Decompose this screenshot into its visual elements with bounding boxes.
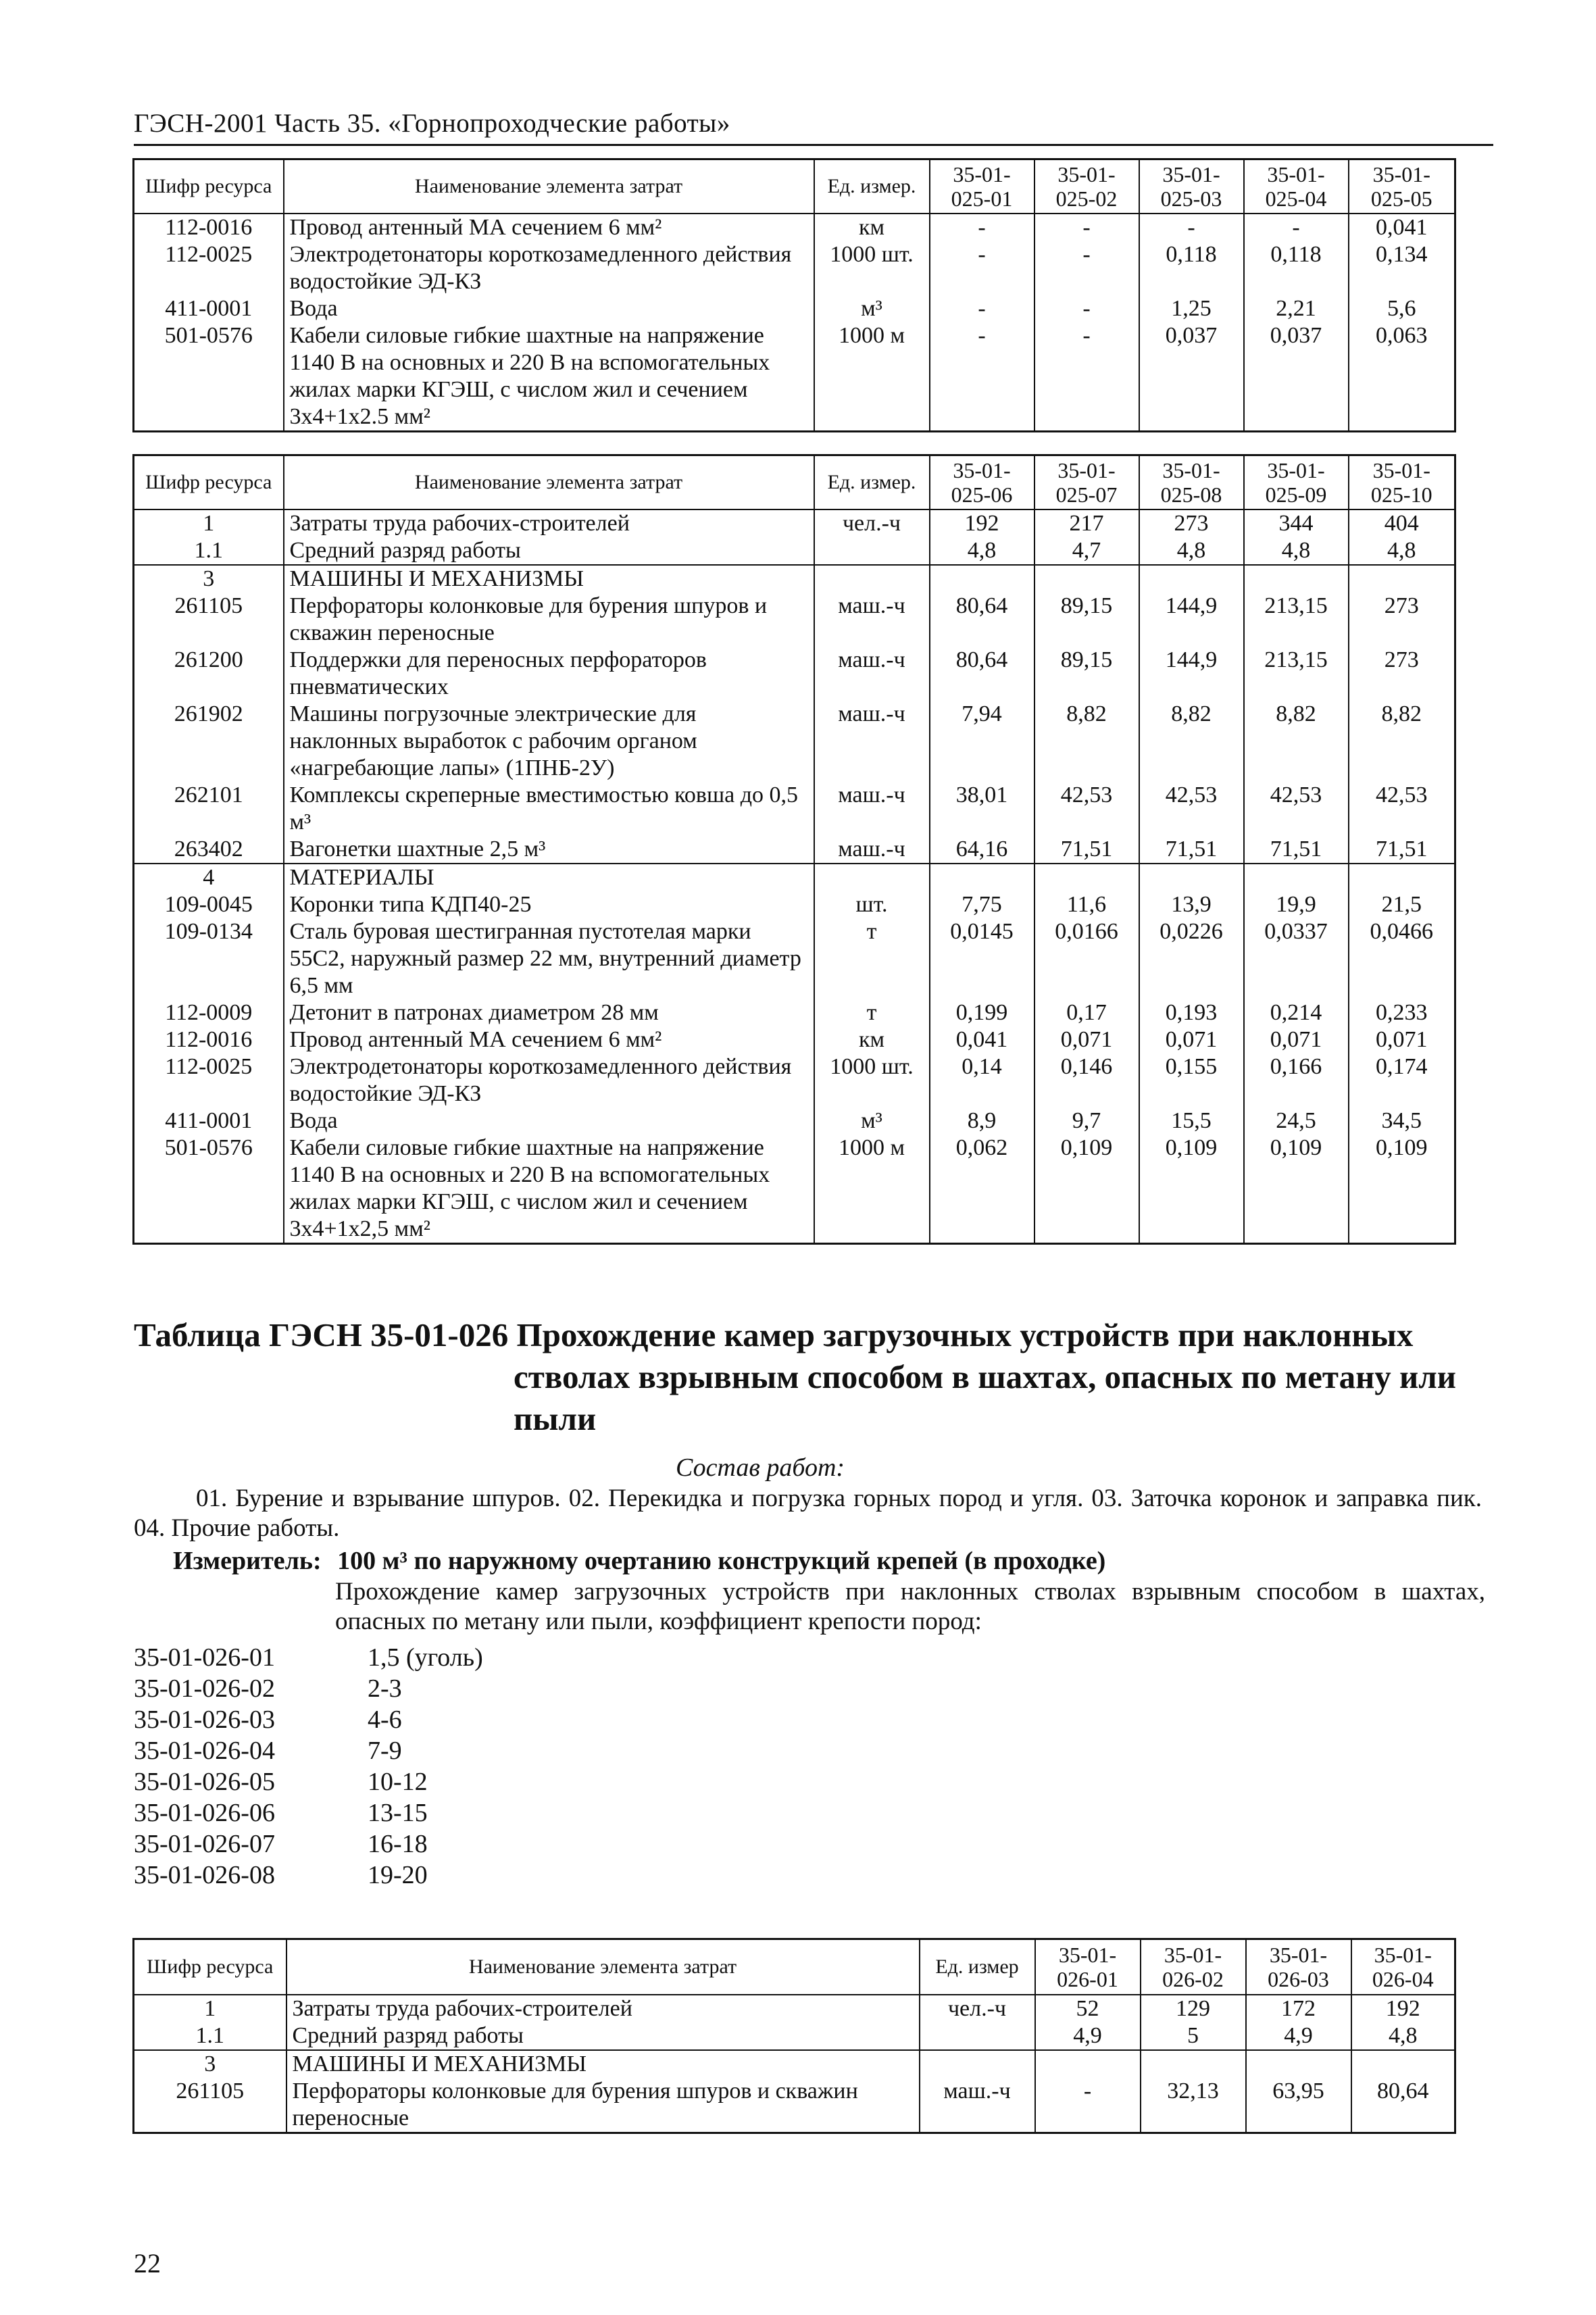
value-cell: 21,5 xyxy=(1349,891,1455,918)
column-header: Шифр ресурса xyxy=(134,455,284,509)
value-cell: 5,6 xyxy=(1349,295,1455,322)
value-cell: 217 xyxy=(1034,509,1139,537)
unit-cell: маш.-ч xyxy=(814,836,930,864)
unit-cell xyxy=(920,2022,1035,2050)
value-cell xyxy=(1034,864,1139,891)
column-header: 35-01-025-03 xyxy=(1139,159,1244,214)
table-row xyxy=(134,701,1455,782)
table-title-line-2: стволах взрывным способом в шахтах, опасных по метану или xyxy=(514,1358,1457,1395)
value-cell: 4,8 xyxy=(1244,537,1349,565)
unit-cell: чел.-ч xyxy=(920,1995,1035,2022)
unit-cell: 1000 м xyxy=(814,322,930,432)
resource-code-cell: 1 xyxy=(134,509,284,537)
cost-item-name-cell: Затраты труда рабочих-строителей xyxy=(284,509,814,537)
resource-code-cell: 261105 xyxy=(134,593,284,647)
value-cell xyxy=(930,565,1034,593)
unit-cell: км xyxy=(814,214,930,241)
column-header: Ед. измер. xyxy=(814,159,930,214)
table-row xyxy=(134,918,1455,999)
value-cell: 273 xyxy=(1139,509,1244,537)
value-cell: 15,5 xyxy=(1139,1107,1244,1135)
value-cell: 404 xyxy=(1349,509,1455,537)
resource-code-cell: 112-0025 xyxy=(134,1053,284,1107)
value-cell: 9,7 xyxy=(1034,1107,1139,1135)
resource-table-025-06-10 xyxy=(132,454,1456,1245)
value-cell: 8,82 xyxy=(1349,701,1455,782)
column-header: Ед. измер xyxy=(920,1939,1035,1995)
cost-item-name-cell: Провод антенный МА сечением 6 мм² xyxy=(284,1026,814,1053)
value-cell: 8,82 xyxy=(1244,701,1349,782)
value-cell: 19,9 xyxy=(1244,891,1349,918)
value-cell: 213,15 xyxy=(1244,593,1349,647)
resource-code-cell: 4 xyxy=(134,864,284,891)
value-cell: 71,51 xyxy=(1034,836,1139,864)
value-cell: 0,109 xyxy=(1139,1135,1244,1244)
table-row xyxy=(134,322,1455,432)
cost-item-name-cell: Электродетонаторы короткозамедленного действия водостойкие ЭД-КЗ xyxy=(284,241,814,295)
value-cell: 273 xyxy=(1349,647,1455,701)
cost-item-name-cell: Перфораторы колонковые для бурения шпуров и скважин переносные xyxy=(284,593,814,647)
resource-table-025-01-05 xyxy=(132,158,1456,432)
value-cell: 7,94 xyxy=(930,701,1034,782)
resource-code-cell: 501-0576 xyxy=(134,1135,284,1244)
value-cell: 0,037 xyxy=(1139,322,1244,432)
value-cell: 71,51 xyxy=(1349,836,1455,864)
unit-cell: 1000 шт. xyxy=(814,241,930,295)
column-header: Наименование элемента затрат xyxy=(284,159,814,214)
value-cell: 71,51 xyxy=(1139,836,1244,864)
resource-code-cell: 112-0009 xyxy=(134,999,284,1026)
value-cell: 273 xyxy=(1349,593,1455,647)
value-cell: 0,193 xyxy=(1139,999,1244,1026)
table-row xyxy=(134,1135,1455,1244)
value-cell: - xyxy=(930,241,1034,295)
value-cell xyxy=(1035,2050,1141,2078)
value-cell: 0,063 xyxy=(1349,322,1455,432)
cost-item-name-cell: МАШИНЫ И МЕХАНИЗМЫ xyxy=(284,565,814,593)
value-cell: 344 xyxy=(1244,509,1349,537)
value-cell: 13,9 xyxy=(1139,891,1244,918)
column-header: Ед. измер. xyxy=(814,455,930,509)
cost-item-name-cell: Вагонетки шахтные 2,5 м³ xyxy=(284,836,814,864)
value-cell: 213,15 xyxy=(1244,647,1349,701)
resource-code-cell: 261902 xyxy=(134,701,284,782)
description: Прохождение камер загрузочных устройств при наклонных стволах взрывным способом в шахтах, опасных по метану или пыли, коэффициент крепости пород: xyxy=(335,1578,1485,1635)
value-cell: 4,7 xyxy=(1034,537,1139,565)
value-cell: 0,233 xyxy=(1349,999,1455,1026)
value-cell: 129 xyxy=(1141,1995,1246,2022)
value-cell xyxy=(1141,2050,1246,2078)
value-cell: 0,17 xyxy=(1034,999,1139,1026)
unit-cell xyxy=(814,565,930,593)
value-cell xyxy=(1246,2050,1351,2078)
value-cell: 63,95 xyxy=(1246,2078,1351,2133)
cost-item-name-cell: Кабели силовые гибкие шахтные на напряжение 1140 В на основных и 220 В на вспомогательных жилах марки КГЭШ, с числом жил и сечением 3х4+1х2.5 мм² xyxy=(284,322,814,432)
cost-item-name-cell: Коронки типа КДП40-25 xyxy=(284,891,814,918)
cost-item-name-cell: МАТЕРИАЛЫ xyxy=(284,864,814,891)
unit-cell: маш.-ч xyxy=(920,2078,1035,2133)
meter-line xyxy=(173,1546,1105,1576)
value-cell: 0,0337 xyxy=(1244,918,1349,999)
column-header: 35-01-025-07 xyxy=(1034,455,1139,509)
resource-code-cell: 411-0001 xyxy=(134,295,284,322)
column-header: Шифр ресурса xyxy=(134,159,284,214)
cost-item-name-cell: Средний разряд работы xyxy=(286,2022,920,2050)
resource-code-cell: 1.1 xyxy=(134,537,284,565)
unit-cell: км xyxy=(814,1026,930,1053)
value-cell: 0,109 xyxy=(1034,1135,1139,1244)
code-list-code: 35-01-026-07 xyxy=(134,1830,275,1858)
page-header: ГЭСН-2001 Часть 35. «Горнопроходческие работы» xyxy=(134,109,730,138)
column-header: 35-01-026-01 xyxy=(1035,1939,1141,1995)
value-cell: 0,0466 xyxy=(1349,918,1455,999)
value-cell: 4,8 xyxy=(930,537,1034,565)
code-list-code: 35-01-026-06 xyxy=(134,1799,275,1827)
column-header: Шифр ресурса xyxy=(134,1939,286,1995)
resource-code-cell: 411-0001 xyxy=(134,1107,284,1135)
unit-cell: т xyxy=(814,918,930,999)
value-cell: 0,071 xyxy=(1349,1026,1455,1053)
value-cell: 89,15 xyxy=(1034,593,1139,647)
cost-item-name-cell: Сталь буровая шестигранная пустотелая марки 55С2, наружный размер 22 мм, внутренний диаметр 6,5 мм xyxy=(284,918,814,999)
value-cell: 144,9 xyxy=(1139,647,1244,701)
code-list-value: 16-18 xyxy=(368,1830,428,1858)
composition-label: Состав работ: xyxy=(676,1453,845,1482)
table-row xyxy=(134,999,1455,1026)
column-header: Наименование элемента затрат xyxy=(286,1939,920,1995)
unit-cell: т xyxy=(814,999,930,1026)
value-cell: 0,14 xyxy=(930,1053,1034,1107)
value-cell: 144,9 xyxy=(1139,593,1244,647)
unit-cell xyxy=(920,2050,1035,2078)
code-list-value: 7-9 xyxy=(368,1737,402,1765)
cost-item-name-cell: Затраты труда рабочих-строителей xyxy=(286,1995,920,2022)
value-cell: - xyxy=(1034,322,1139,432)
value-cell: 172 xyxy=(1246,1995,1351,2022)
resource-code-cell: 112-0016 xyxy=(134,214,284,241)
resource-code-cell: 261200 xyxy=(134,647,284,701)
table-row xyxy=(134,836,1455,864)
unit-cell xyxy=(814,537,930,565)
code-list-value: 19-20 xyxy=(368,1861,428,1889)
value-cell xyxy=(1034,565,1139,593)
table-row xyxy=(134,1107,1455,1135)
column-header: Наименование элемента затрат xyxy=(284,455,814,509)
table-row xyxy=(134,1995,1455,2022)
code-list-code: 35-01-026-03 xyxy=(134,1706,275,1734)
value-cell: 89,15 xyxy=(1034,647,1139,701)
code-list-code: 35-01-026-04 xyxy=(134,1737,275,1765)
resource-code-cell: 112-0025 xyxy=(134,241,284,295)
value-cell xyxy=(1349,864,1455,891)
value-cell: - xyxy=(1244,214,1349,241)
value-cell: 42,53 xyxy=(1139,782,1244,836)
unit-cell: 1000 шт. xyxy=(814,1053,930,1107)
cost-item-name-cell: Провод антенный МА сечением 6 мм² xyxy=(284,214,814,241)
value-cell: 8,9 xyxy=(930,1107,1034,1135)
column-header: 35-01-025-10 xyxy=(1349,455,1455,509)
value-cell: 42,53 xyxy=(1034,782,1139,836)
value-cell: 71,51 xyxy=(1244,836,1349,864)
value-cell: 0,037 xyxy=(1244,322,1349,432)
resource-code-cell: 112-0016 xyxy=(134,1026,284,1053)
value-cell: 80,64 xyxy=(930,593,1034,647)
value-cell: 24,5 xyxy=(1244,1107,1349,1135)
value-cell: - xyxy=(1139,214,1244,241)
table-row xyxy=(134,2022,1455,2050)
value-cell: - xyxy=(1034,214,1139,241)
value-cell xyxy=(1244,864,1349,891)
value-cell: 192 xyxy=(1351,1995,1455,2022)
cost-item-name-cell: Поддержки для переносных перфораторов пневматических xyxy=(284,647,814,701)
value-cell: 4,9 xyxy=(1035,2022,1141,2050)
table-title xyxy=(134,1314,1478,1440)
cost-item-name-cell: Кабели силовые гибкие шахтные на напряжение 1140 В на основных и 220 В на вспомогательных жилах марки КГЭШ, с числом жил и сечением 3х4+1х2,5 мм² xyxy=(284,1135,814,1244)
unit-cell: м³ xyxy=(814,1107,930,1135)
table-title-line-3: пыли xyxy=(514,1400,597,1437)
column-header: 35-01-026-02 xyxy=(1141,1939,1246,1995)
value-cell: 0,0226 xyxy=(1139,918,1244,999)
value-cell xyxy=(930,864,1034,891)
code-list-value: 2-3 xyxy=(368,1674,402,1703)
value-cell: 4,8 xyxy=(1351,2022,1455,2050)
column-header: 35-01-025-09 xyxy=(1244,455,1349,509)
table-title-line-1: Таблица ГЭСН 35-01-026 Прохождение камер загрузочных устройств при наклонных xyxy=(134,1316,1414,1353)
resource-code-cell: 261105 xyxy=(134,2078,286,2133)
table-row xyxy=(134,2078,1455,2133)
value-cell: 0,109 xyxy=(1349,1135,1455,1244)
resource-code-cell: 262101 xyxy=(134,782,284,836)
table-row xyxy=(134,295,1455,322)
table-row xyxy=(134,782,1455,836)
code-list-code: 35-01-026-05 xyxy=(134,1768,275,1796)
value-cell: 0,041 xyxy=(1349,214,1455,241)
value-cell: 2,21 xyxy=(1244,295,1349,322)
resource-code-cell: 3 xyxy=(134,565,284,593)
column-header: 35-01-025-02 xyxy=(1034,159,1139,214)
cost-item-name-cell: Машины погрузочные электрические для наклонных выработок с рабочим органом «нагребающие лапы» (1ПНБ-2У) xyxy=(284,701,814,782)
unit-cell: маш.-ч xyxy=(814,782,930,836)
table-row xyxy=(134,241,1455,295)
value-cell: 8,82 xyxy=(1034,701,1139,782)
value-cell: 80,64 xyxy=(1351,2078,1455,2133)
table-row xyxy=(134,537,1455,565)
value-cell: 0,166 xyxy=(1244,1053,1349,1107)
value-cell: 52 xyxy=(1035,1995,1141,2022)
value-cell: 1,25 xyxy=(1139,295,1244,322)
value-cell: 64,16 xyxy=(930,836,1034,864)
table-row xyxy=(134,647,1455,701)
section-row xyxy=(134,565,1455,593)
value-cell: 38,01 xyxy=(930,782,1034,836)
unit-cell: маш.-ч xyxy=(814,593,930,647)
resource-code-cell: 1.1 xyxy=(134,2022,286,2050)
value-cell: 0,118 xyxy=(1139,241,1244,295)
code-list-value: 4-6 xyxy=(368,1706,402,1734)
value-cell: 42,53 xyxy=(1349,782,1455,836)
table-row xyxy=(134,593,1455,647)
value-cell: 4,8 xyxy=(1349,537,1455,565)
cost-item-name-cell: Вода xyxy=(284,295,814,322)
code-list-value: 10-12 xyxy=(368,1768,428,1796)
value-cell: 0,146 xyxy=(1034,1053,1139,1107)
column-header: 35-01-026-03 xyxy=(1246,1939,1351,1995)
section-row xyxy=(134,864,1455,891)
value-cell: - xyxy=(930,214,1034,241)
value-cell: 0,0145 xyxy=(930,918,1034,999)
value-cell: - xyxy=(1035,2078,1141,2133)
value-cell: 11,6 xyxy=(1034,891,1139,918)
resource-code-cell: 3 xyxy=(134,2050,286,2078)
table-row xyxy=(134,214,1455,241)
column-header: 35-01-025-01 xyxy=(930,159,1034,214)
unit-cell xyxy=(814,864,930,891)
meter-label: Измеритель: xyxy=(173,1547,322,1575)
cost-item-name-cell: Вода xyxy=(284,1107,814,1135)
unit-cell: шт. xyxy=(814,891,930,918)
value-cell: 0,062 xyxy=(930,1135,1034,1244)
value-cell: 192 xyxy=(930,509,1034,537)
composition-text: 01. Бурение и взрывание шпуров. 02. Перекидка и погрузка горных пород и угля. 03. Заточка коронок и заправка пик. 04. Прочие работы. xyxy=(134,1485,1482,1542)
value-cell: - xyxy=(930,295,1034,322)
cost-item-name-cell: Перфораторы колонковые для бурения шпуров и скважин переносные xyxy=(286,2078,920,2133)
resource-code-cell: 109-0045 xyxy=(134,891,284,918)
value-cell: 4,9 xyxy=(1246,2022,1351,2050)
column-header: 35-01-025-04 xyxy=(1244,159,1349,214)
value-cell: 0,155 xyxy=(1139,1053,1244,1107)
value-cell: - xyxy=(930,322,1034,432)
page-number: 22 xyxy=(134,2248,161,2279)
value-cell: 7,75 xyxy=(930,891,1034,918)
column-header: 35-01-026-04 xyxy=(1351,1939,1455,1995)
value-cell xyxy=(1139,565,1244,593)
value-cell: - xyxy=(1034,241,1139,295)
section-row xyxy=(134,2050,1455,2078)
value-cell xyxy=(1351,2050,1455,2078)
value-cell: 0,109 xyxy=(1244,1135,1349,1244)
resource-code-cell: 1 xyxy=(134,1995,286,2022)
column-header: 35-01-025-06 xyxy=(930,455,1034,509)
resource-table-026 xyxy=(132,1938,1456,2134)
value-cell xyxy=(1139,864,1244,891)
cost-item-name-cell: МАШИНЫ И МЕХАНИЗМЫ xyxy=(286,2050,920,2078)
column-header: 35-01-025-05 xyxy=(1349,159,1455,214)
unit-cell: м³ xyxy=(814,295,930,322)
column-header: 35-01-025-08 xyxy=(1139,455,1244,509)
cost-item-name-cell: Комплексы скреперные вместимостью ковша до 0,5 м³ xyxy=(284,782,814,836)
table-row xyxy=(134,1053,1455,1107)
code-list-code: 35-01-026-08 xyxy=(134,1861,275,1889)
unit-cell: чел.-ч xyxy=(814,509,930,537)
value-cell: 0,174 xyxy=(1349,1053,1455,1107)
resource-code-cell: 501-0576 xyxy=(134,322,284,432)
code-list-value: 1,5 (уголь) xyxy=(368,1643,483,1672)
value-cell: 8,82 xyxy=(1139,701,1244,782)
header-rule xyxy=(134,144,1493,146)
value-cell: 42,53 xyxy=(1244,782,1349,836)
value-cell: 0,134 xyxy=(1349,241,1455,295)
value-cell xyxy=(1349,565,1455,593)
code-list-value: 13-15 xyxy=(368,1799,428,1827)
value-cell: 0,214 xyxy=(1244,999,1349,1026)
value-cell: 0,118 xyxy=(1244,241,1349,295)
value-cell: 32,13 xyxy=(1141,2078,1246,2133)
table-row xyxy=(134,1026,1455,1053)
value-cell: 5 xyxy=(1141,2022,1246,2050)
resource-code-cell: 263402 xyxy=(134,836,284,864)
unit-cell: маш.-ч xyxy=(814,647,930,701)
value-cell: 0,071 xyxy=(1244,1026,1349,1053)
resource-code-cell: 109-0134 xyxy=(134,918,284,999)
value-cell: 34,5 xyxy=(1349,1107,1455,1135)
cost-item-name-cell: Электродетонаторы короткозамедленного действия водостойкие ЭД-КЗ xyxy=(284,1053,814,1107)
value-cell: 0,199 xyxy=(930,999,1034,1026)
value-cell: 0,071 xyxy=(1034,1026,1139,1053)
code-list-code: 35-01-026-01 xyxy=(134,1643,275,1672)
meter-value: 100 м³ по наружному очертанию конструкций крепей (в проходке) xyxy=(337,1547,1106,1575)
cost-item-name-cell: Средний разряд работы xyxy=(284,537,814,565)
value-cell: 4,8 xyxy=(1139,537,1244,565)
unit-cell: 1000 м xyxy=(814,1135,930,1244)
value-cell xyxy=(1244,565,1349,593)
code-list-code: 35-01-026-02 xyxy=(134,1674,275,1703)
value-cell: 0,0166 xyxy=(1034,918,1139,999)
value-cell: 0,041 xyxy=(930,1026,1034,1053)
unit-cell: маш.-ч xyxy=(814,701,930,782)
value-cell: 0,071 xyxy=(1139,1026,1244,1053)
value-cell: 80,64 xyxy=(930,647,1034,701)
cost-item-name-cell: Детонит в патронах диаметром 28 мм xyxy=(284,999,814,1026)
table-row xyxy=(134,891,1455,918)
table-row xyxy=(134,509,1455,537)
value-cell: - xyxy=(1034,295,1139,322)
